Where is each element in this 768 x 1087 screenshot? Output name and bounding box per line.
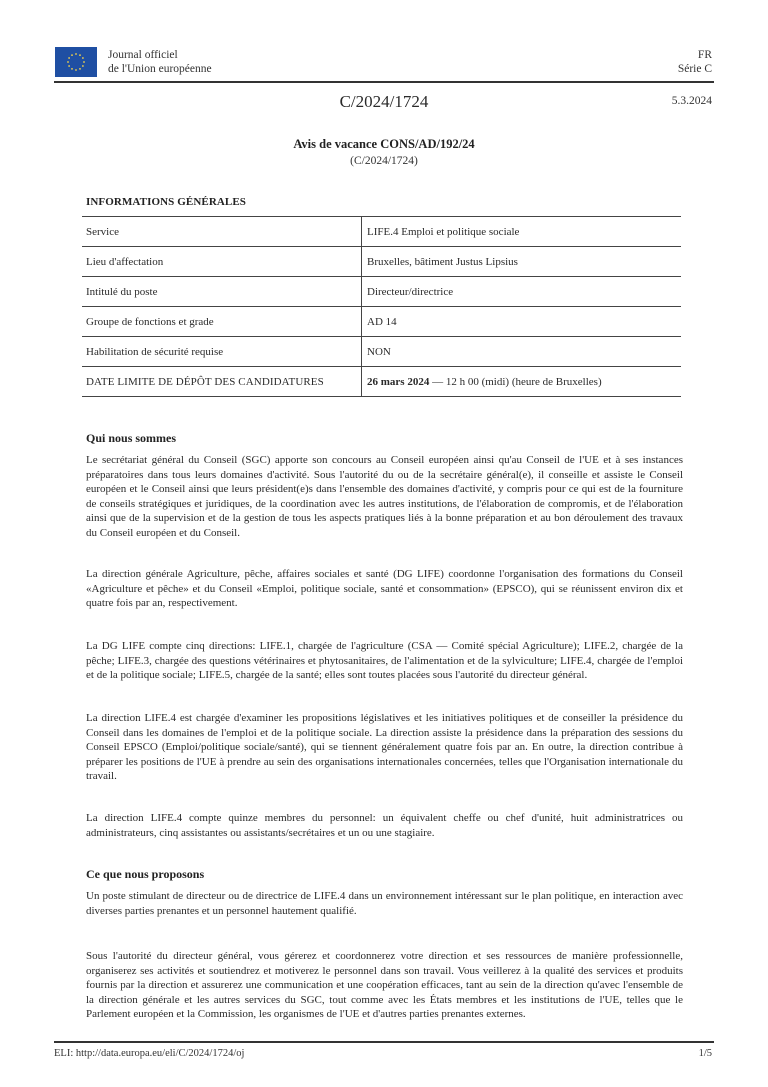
row-label: Lieu d'affectation bbox=[82, 247, 362, 277]
row-label: Intitulé du poste bbox=[82, 277, 362, 307]
deadline-value bbox=[362, 367, 682, 397]
paragraph: La direction générale Agriculture, pêche, affaires sociales et santé (DG LIFE) coordonne l'organisation des formations du Conseil «Agriculture et pêche» et du Conseil «Emploi, politique sociale, santé et consommation» (EPSCO), qui se réunissent environ dix et quatre fois par an, respectivement. bbox=[86, 568, 683, 609]
document-date: 5.3.2024 bbox=[671, 95, 712, 107]
row-label: Groupe de fonctions et grade bbox=[82, 307, 362, 337]
language-series bbox=[678, 48, 712, 76]
eli-link[interactable]: ELI: http://data.europa.eu/eli/C/2024/1724/oj bbox=[54, 1048, 245, 1059]
paragraph: La direction LIFE.4 compte quinze membres du personnel: un équivalent cheffe ou chef d'unité, huit administratrices ou administrateurs, cinq assistantes ou assistants/secrétaires et un ou une stagiaire. bbox=[86, 812, 683, 839]
table-row bbox=[82, 217, 681, 247]
row-value: LIFE.4 Emploi et politique sociale bbox=[362, 217, 682, 247]
row-value: Directeur/directrice bbox=[362, 277, 682, 307]
series-label: Série C bbox=[677, 63, 712, 75]
table-row bbox=[82, 277, 681, 307]
deadline-date: 26 mars 2024 bbox=[367, 375, 430, 388]
row-value: Bruxelles, bâtiment Justus Lipsius bbox=[362, 247, 682, 277]
who-we-are-heading: Qui nous sommes bbox=[86, 431, 177, 445]
row-value: AD 14 bbox=[362, 307, 682, 337]
table-row bbox=[82, 247, 681, 277]
footer-rule bbox=[54, 1041, 714, 1043]
paragraph: La direction LIFE.4 est chargée d'examiner les propositions législatives et les initiatives politiques et de conseiller la présidence du Conseil dans les domaines de l'emploi et de la politique sociale. La direction assiste la présidence dans la préparation des sessions du Conseil EPSCO (Emploi/politique sociale/santé), qui se tiennent généralement quatre fois par an. En outre, la direction contribue à préparer les positions de l'UE à prendre au sein des organisations internationales concernées, telles que l'Organisation internationale du travail. bbox=[86, 712, 683, 782]
table-row bbox=[82, 307, 681, 337]
row-label: Service bbox=[82, 217, 362, 247]
deadline-row bbox=[82, 367, 681, 397]
document-number: C/2024/1724 bbox=[339, 92, 429, 111]
paragraph: Le secrétariat général du Conseil (SGC) apporte son concours au Conseil européen ainsi qu'au Conseil de l'UE et à ses instances préparatoires dans tous leurs domaines d'activité. Sous l'autorité du ou de la secrétaire général(e), il conseille et assiste le Conseil européen et le Conseil ainsi que leurs président(e)s dans l'ensemble des domaines d'activité, y compris pour ce qui est de la fourniture de conseils stratégiques et juridiques, de la coordination avec les autres institutions, de l'élaboration de compromis, et de l'élaboration ainsi que de la supervision et de la gestion de tous les aspects pratiques liés à la bonne préparation et au bon déroulement des travaux du Conseil européen et du Conseil. bbox=[86, 454, 683, 539]
paragraph: La DG LIFE compte cinq directions: LIFE.1, chargée de l'agriculture (CSA — Comité spécial Agriculture); LIFE.2, chargée de la pêche; LIFE.3, chargée des questions vétérinaires et phytosanitaires, de l'alimentation et de la sylviculture; LIFE.4, chargée de l'emploi et de la politique sociale; LIFE.5, chargée de la santé; elles sont toutes placées sous l'autorité du directeur général. bbox=[86, 640, 683, 681]
journal-title bbox=[108, 48, 212, 76]
document-subtitle: (C/2024/1724) bbox=[350, 155, 418, 167]
paragraph: Sous l'autorité du directeur général, vous gérerez et coordonnerez votre direction et ses ressources de manière professionnelle, organiserez ses activités et soutiendrez et motiverez le personnel dans son travail. Vous veillerez à la qualité des services et produits fournis par la direction et assurerez une communication et une coopération efficaces, tant au sein de la direction qu'avec l'ensemble de la direction générale et les autres services du SGC, tout comme avec les États membres et les institutions de l'UE, telles que le Parlement européen et la Commission, les organismes de l'UE et d'autres parties prenantes externes. bbox=[86, 950, 683, 1020]
general-info-heading: INFORMATIONS GÉNÉRALES bbox=[86, 196, 246, 208]
journal-line-2: de l'Union européenne bbox=[108, 63, 212, 75]
language-code: FR bbox=[697, 49, 712, 61]
what-we-offer-heading: Ce que nous proposons bbox=[86, 867, 205, 881]
header-rule bbox=[54, 81, 714, 83]
table-row bbox=[82, 337, 681, 367]
journal-line-1: Journal officiel bbox=[108, 49, 178, 61]
page-number: 1/5 bbox=[698, 1048, 712, 1059]
row-label: Habilitation de sécurité requise bbox=[82, 337, 362, 367]
general-info-table bbox=[82, 216, 681, 397]
document-title: Avis de vacance CONS/AD/192/24 bbox=[293, 137, 475, 151]
eu-flag-icon bbox=[55, 47, 97, 77]
row-value: NON bbox=[362, 337, 682, 367]
paragraph: Un poste stimulant de directeur ou de directrice de LIFE.4 dans un environnement intéressant sur le plan politique, en interaction avec diverses parties prenantes et un personnel hautement qualifié. bbox=[86, 890, 683, 917]
deadline-time: — 12 h 00 (midi) (heure de Bruxelles) bbox=[429, 375, 602, 388]
deadline-label: DATE LIMITE DE DÉPÔT DES CANDIDATURES bbox=[82, 367, 362, 397]
